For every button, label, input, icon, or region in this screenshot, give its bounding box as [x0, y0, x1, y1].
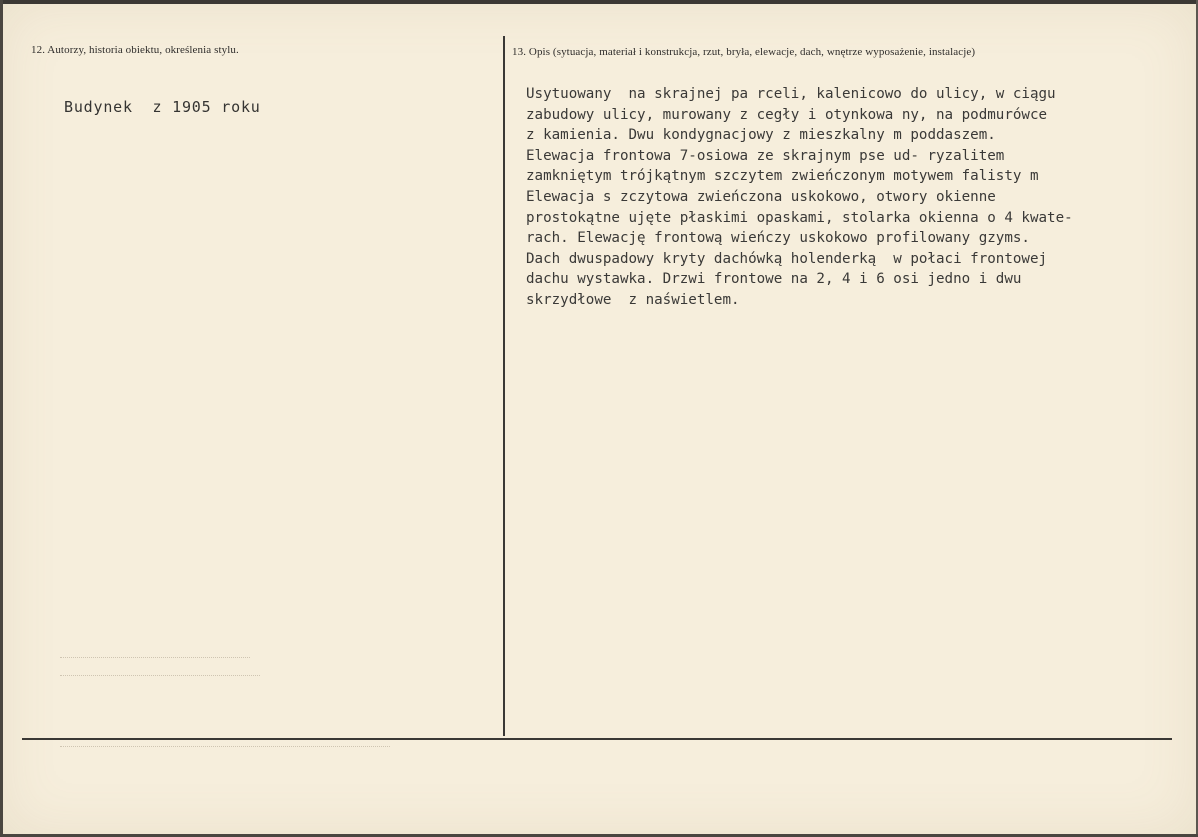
description-line: skrzydłowe z naświetlem. [526, 291, 740, 308]
faint-dotted-line [60, 657, 250, 658]
description-line: Elewacja frontowa 7-osiowa ze skrajnym pse ud- ryzalitem [526, 147, 1005, 164]
description-line: rach. Elewację frontową wieńczy uskokowo profilowany gzyms. [526, 230, 1030, 247]
bottom-rule [22, 738, 1172, 740]
column-divider [503, 36, 505, 736]
description-line: zamkniętym trójkątnym szczytem zwieńczonym motywem falisty m [526, 168, 1039, 185]
faint-dotted-line [60, 746, 390, 747]
description-line: zabudowy ulicy, murowany z cegły i otynkowa ny, na podmurówce [526, 106, 1048, 123]
card-left-edge [0, 0, 3, 837]
description-line: dachu wystawka. Drzwi frontowe na 2, 4 i 6 osi jedno i dwu [526, 271, 1022, 288]
faint-dotted-line [60, 675, 260, 676]
description-line: Elewacja s zczytowa zwieńczona uskokowo, otwory okienne [526, 188, 996, 205]
description-line: Dach dwuspadowy kryty dachówką holenderką w połaci frontowej [526, 250, 1048, 267]
field-13-description [526, 84, 1073, 311]
field-12-label: 12. Autorzy, historia obiektu, określenia stylu. [31, 44, 239, 56]
description-line: Usytuowany na skrajnej pa rceli, kalenicowo do ulicy, w ciągu [526, 86, 1056, 102]
description-line: prostokątne ujęte płaskimi opaskami, stolarka okienna o 4 kwate- [526, 209, 1073, 226]
description-line: z kamienia. Dwu kondygnacjowy z mieszkalny m poddaszem. [526, 127, 996, 144]
field-13-label: 13. Opis (sytuacja, materiał i konstrukcja, rzut, bryła, elewacje, dach, wnętrze wyposażenie, instalacje) [512, 46, 976, 58]
card-top-edge [0, 0, 1198, 4]
field-12-value: Budynek z 1905 roku [64, 98, 261, 116]
